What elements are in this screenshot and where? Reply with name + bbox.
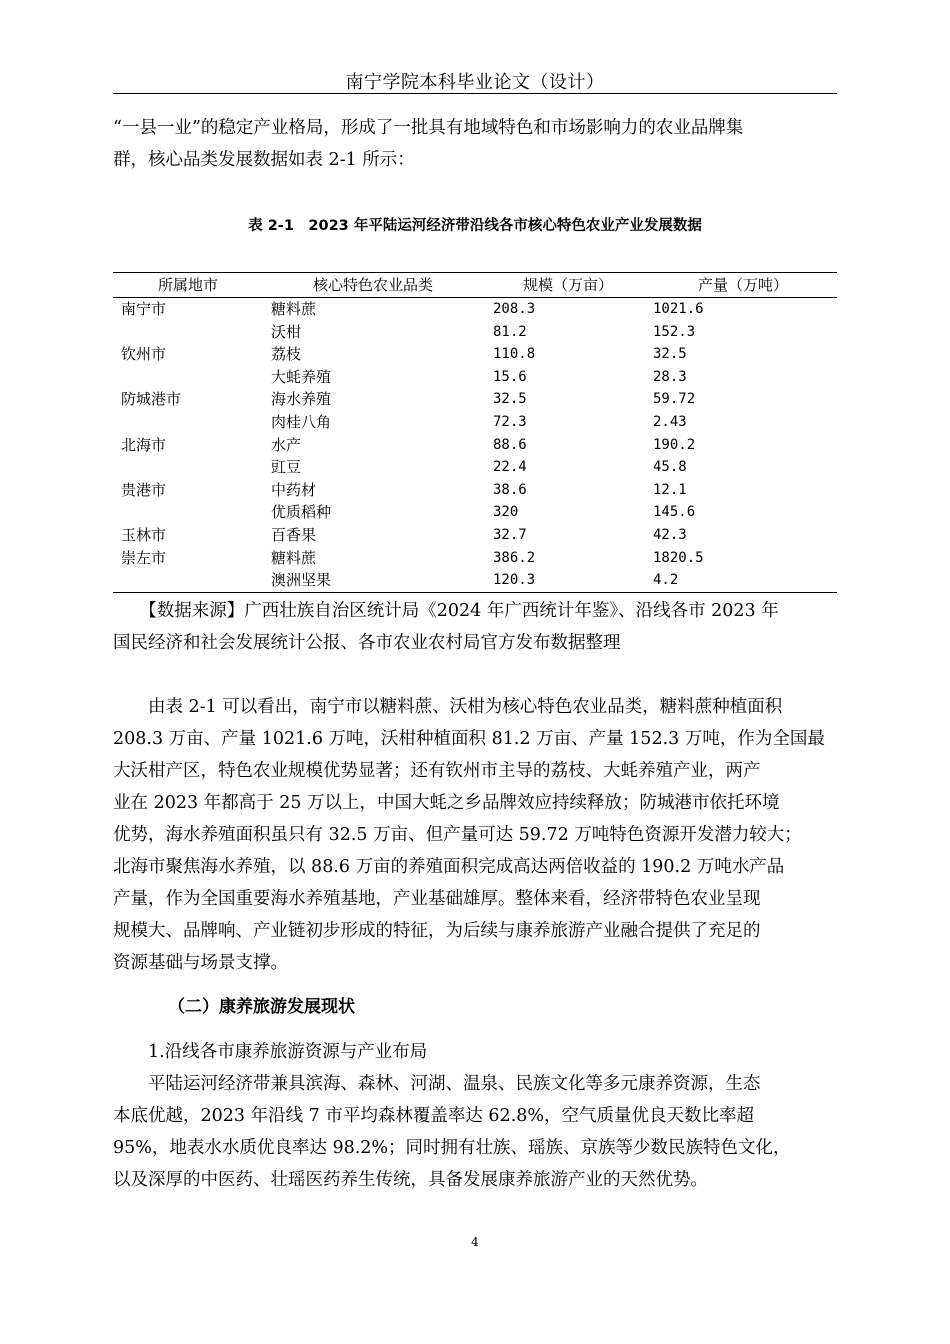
table-cell-crop: 澳洲坚果 [271,571,332,590]
table-cell-city: 钦州市 [121,345,167,364]
table-cell-output: 28.3 [653,368,687,385]
table-cell-city: 崇左市 [121,548,167,567]
table-row [113,298,837,321]
table-cell-scale: 22.4 [493,459,527,476]
table-row [113,388,837,411]
table-cell-output: 32.5 [653,346,687,363]
subsection-title: 1.沿线各市康养旅游资源与产业布局 [148,1042,428,1062]
table-header-output: 产量（万吨） [697,276,788,294]
table-cell-crop: 糖料蔗 [271,300,317,318]
table-row [113,321,837,344]
table-cell-output: 42.3 [653,527,687,543]
table-cell-scale: 88.6 [493,436,527,453]
analysis-line: 产量，作为全国重要海水养殖基地，产业基础雄厚。整体来看，经济带特色农业呈现 [113,889,761,909]
intro-paragraph [113,112,837,176]
table-cell-city: 玉林市 [121,526,167,544]
table-row [113,569,837,592]
analysis-line: 大沃柑产区，特色农业规模优势显著；还有钦州市主导的荔枝、大蚝养殖产业，两产 [113,761,761,781]
table-cell-crop: 荔枝 [271,345,302,364]
section-heading: （二）康养旅游发展现状 [168,997,355,1017]
table-header-crop: 核心特色农业品类 [312,276,433,294]
table-row [113,524,837,547]
table-bottom-rule [113,592,837,593]
table-cell-output: 12.1 [653,481,687,498]
table-row [113,434,837,457]
table-cell-output: 2.43 [653,414,687,430]
table-cell-city: 北海市 [121,435,167,454]
body-line: 95%，地表水水质优良率达 98.2%；同时拥有壮族、瑶族、京族等少数民族特色文化， [113,1138,791,1158]
table-header-city: 所属地市 [157,276,218,294]
analysis-line: 规模大、品牌响、产业链初步形成的特征，为后续与康养旅游产业融合提供了充足的 [113,921,761,941]
table-cell-crop: 沃柑 [271,322,302,341]
analysis-line: 优势，海水养殖面积虽只有 32.5 万亩、但产量可达 59.72 万吨特色资源开发潜力较大； [113,825,802,845]
table-cell-output: 45.8 [653,459,687,476]
table-cell-crop: 优质稻种 [271,503,332,522]
table-cell-output: 152.3 [653,323,696,340]
table-top-rule [113,272,837,273]
table-cell-city: 防城港市 [121,390,182,409]
analysis-line: 资源基础与场景支撑。 [113,953,288,973]
table-row [113,547,837,570]
table-cell-crop: 水产 [271,435,302,454]
analysis-line: 208.3 万亩、产量 1021.6 万吨，沃柑种植面积 81.2 万亩、产量 152.3 万吨，作为全国最 [113,729,825,749]
table-row [113,343,837,366]
analysis-line: 业在 2023 年都高于 25 万以上，中国大蚝之乡品牌效应持续释放；防城港市依托环境 [113,793,780,813]
table-cell-crop: 百香果 [271,526,317,544]
body-line: 本底优越，2023 年沿线 7 市平均森林覆盖率达 62.8%，空气质量优良天数比率超 [113,1106,755,1126]
body-line: 平陆运河经济带兼具滨海、森林、河湖、温泉、民族文化等多元康养资源，生态 [113,1074,761,1094]
table-cell-crop: 肉桂八角 [271,413,332,431]
subsection-heading [113,1036,837,1068]
header-rule [113,93,837,94]
table-row [113,366,837,389]
body-paragraph [113,1068,837,1196]
table-cell-crop: 大蚝养殖 [271,367,332,386]
intro-line: 群，核心品类发展数据如表 2-1 所示： [113,150,415,170]
page-header: 南宁学院本科毕业论文（设计） [345,72,605,93]
table-cell-crop: 糖料蔗 [271,548,317,567]
table-cell-scale: 320 [493,504,519,521]
table-row [113,456,837,479]
table-cell-output: 59.72 [653,391,696,408]
table-row [113,501,837,524]
table-caption: 表 2-1 2023 年平陆运河经济带沿线各市核心特色农业产业发展数据 [248,218,702,234]
table-header-scale: 规模（万亩） [522,276,613,294]
table-cell-crop: 海水养殖 [271,390,332,409]
table-cell-scale: 110.8 [493,346,536,363]
page-number: 4 [471,1235,479,1249]
table-cell-output: 1021.6 [653,301,704,317]
analysis-paragraph [113,691,837,979]
analysis-line: 由表 2-1 可以看出，南宁市以糖料蔗、沃柑为核心特色农业品类，糖料蔗种植面积 [113,697,783,717]
body-line: 以及深厚的中医药、壮瑶医药养生传统，具备发展康养旅游产业的天然优势。 [113,1170,708,1190]
source-paragraph [113,595,837,659]
analysis-line: 北海市聚焦海水养殖，以 88.6 万亩的养殖面积完成高达两倍收益的 190.2 万吨水产品 [113,857,785,877]
table-cell-scale: 120.3 [493,572,536,589]
table-cell-scale: 32.5 [493,391,527,408]
table-header-row [113,274,837,297]
table-cell-crop: 中药材 [271,480,317,499]
intro-line: “一县一业”的稳定产业格局，形成了一批具有地域特色和市场影响力的农业品牌集 [113,118,744,138]
table-cell-scale: 208.3 [493,301,536,317]
table-row [113,479,837,502]
table-cell-output: 190.2 [653,436,696,453]
table-cell-scale: 15.6 [493,368,527,385]
table-cell-scale: 386.2 [493,549,536,566]
table-cell-crop: 豇豆 [271,458,302,477]
table-cell-scale: 81.2 [493,323,527,340]
table-cell-output: 1820.5 [653,549,704,566]
table-cell-output: 4.2 [653,572,679,589]
table-row [113,411,837,434]
table-cell-city: 南宁市 [121,300,167,318]
source-line: 【数据来源】广西壮族自治区统计局《2024 年广西统计年鉴》、沿线各市 2023 年 [113,601,779,621]
table-cell-output: 145.6 [653,504,696,521]
table-cell-scale: 32.7 [493,527,527,543]
table-cell-city: 贵港市 [121,480,167,499]
table-cell-scale: 38.6 [493,481,527,498]
source-line: 国民经济和社会发展统计公报、各市农业农村局官方发布数据整理 [113,633,621,653]
table-cell-scale: 72.3 [493,414,527,430]
